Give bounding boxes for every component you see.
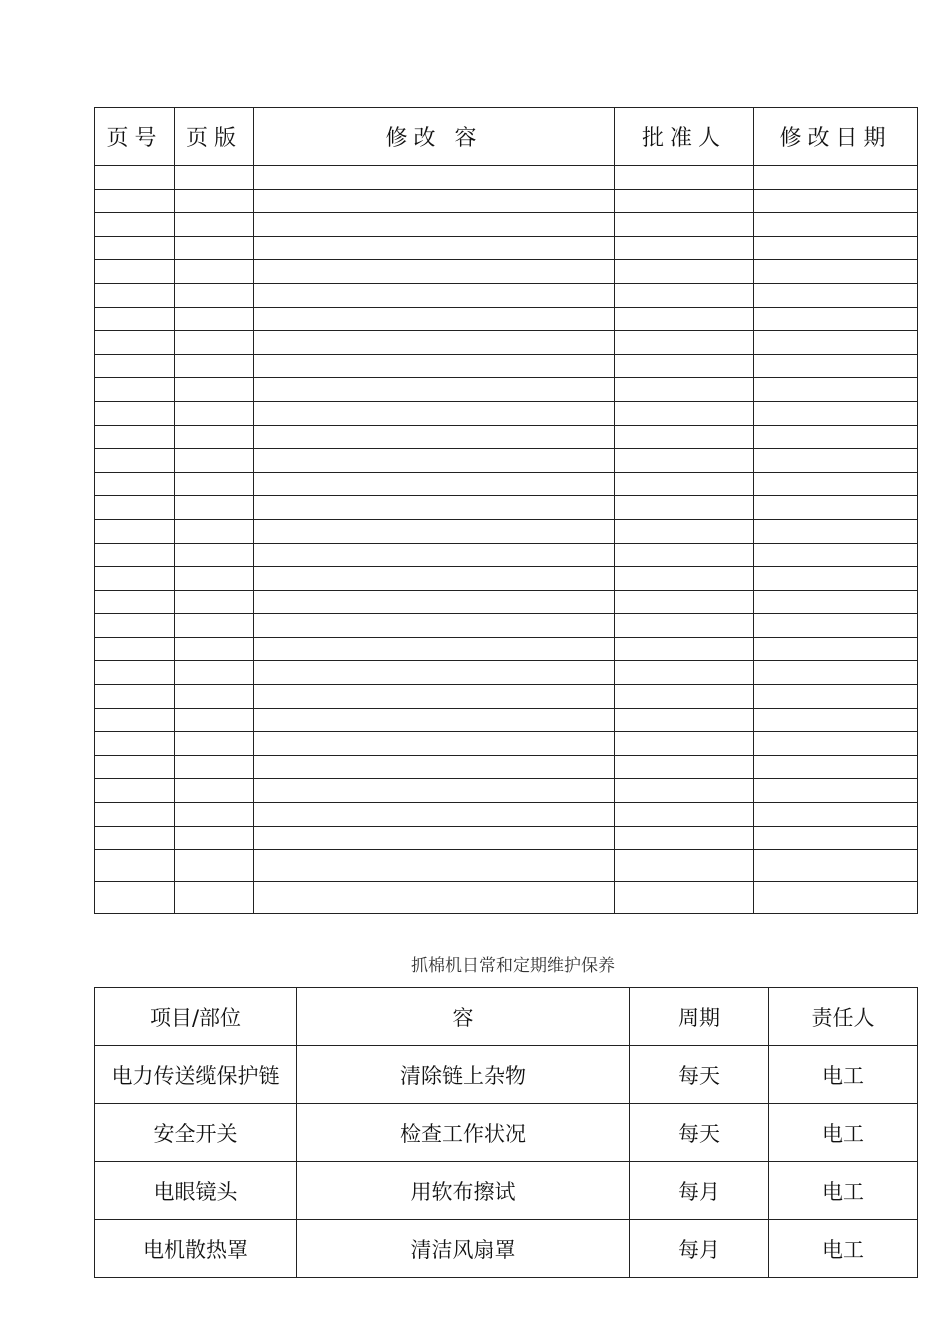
revision-cell [754,803,918,827]
revision-row [95,425,918,449]
revision-cell [254,496,615,520]
responsible-cell: 电工 [769,1162,918,1220]
revision-cell [175,378,254,402]
responsible-cell: 电工 [769,1220,918,1278]
revision-cell [175,189,254,213]
revision-cell [175,590,254,614]
header-cycle: 周期 [630,988,769,1046]
revision-row [95,283,918,307]
revision-cell [175,803,254,827]
revision-cell [254,779,615,803]
content-cell: 检查工作状况 [297,1104,630,1162]
revision-cell [615,708,754,732]
revision-cell [754,449,918,473]
revision-row [95,354,918,378]
revision-cell [615,543,754,567]
revision-row [95,401,918,425]
revision-cell [175,425,254,449]
revision-cell [175,307,254,331]
revision-cell [95,543,175,567]
revision-cell [754,850,918,882]
revision-row [95,850,918,882]
revision-cell [175,519,254,543]
revision-cell [254,543,615,567]
revision-cell [615,882,754,914]
revision-cell [95,260,175,284]
revision-cell [95,826,175,850]
revision-cell [254,567,615,591]
revision-cell [175,708,254,732]
revision-cell [95,496,175,520]
revision-cell [95,803,175,827]
revision-cell [254,213,615,237]
revision-cell [754,425,918,449]
revision-cell [254,354,615,378]
revision-cell [175,614,254,638]
revision-cell [754,882,918,914]
revision-cell [175,755,254,779]
revision-cell [175,213,254,237]
revision-cell [615,519,754,543]
revision-cell [615,283,754,307]
revision-cell [175,331,254,355]
maintenance-row [95,1046,918,1104]
revision-cell [95,850,175,882]
revision-cell [175,685,254,709]
revision-cell [615,732,754,756]
revision-cell [95,708,175,732]
revision-cell [615,567,754,591]
revision-cell [95,331,175,355]
revision-cell [95,449,175,473]
revision-cell [615,472,754,496]
responsible-cell: 电工 [769,1104,918,1162]
revision-cell [95,614,175,638]
revision-cell [175,472,254,496]
revision-cell [615,850,754,882]
revision-cell [175,283,254,307]
revision-row [95,661,918,685]
revision-row [95,236,918,260]
revision-cell [254,519,615,543]
revision-cell [175,354,254,378]
revision-cell [95,354,175,378]
revision-cell [754,685,918,709]
revision-cell [175,496,254,520]
revision-cell [254,637,615,661]
revision-cell [95,590,175,614]
revision-cell [615,166,754,190]
revision-row [95,543,918,567]
content-cell: 清除链上杂物 [297,1046,630,1104]
revision-row [95,260,918,284]
revision-cell [254,826,615,850]
header-change-date: 修改日期 [754,108,918,166]
revision-cell [95,567,175,591]
revision-cell [175,637,254,661]
revision-cell [95,472,175,496]
revision-cell [754,260,918,284]
revision-cell [175,401,254,425]
revision-row [95,189,918,213]
revision-header-row [95,108,918,166]
revision-cell [254,803,615,827]
revision-cell [615,425,754,449]
revision-row [95,826,918,850]
revision-cell [254,189,615,213]
revision-row [95,637,918,661]
revision-cell [254,166,615,190]
revision-row [95,779,918,803]
revision-cell [615,260,754,284]
revision-cell [615,213,754,237]
revision-cell [754,567,918,591]
revision-cell [615,307,754,331]
item-cell: 电眼镜头 [95,1162,297,1220]
revision-cell [175,236,254,260]
revision-cell [615,826,754,850]
cycle-cell: 每月 [630,1220,769,1278]
revision-cell [95,425,175,449]
revision-cell [615,590,754,614]
revision-cell [615,614,754,638]
revision-cell [615,496,754,520]
header-page-number: 页号 [95,108,175,166]
revision-cell [254,307,615,331]
revision-row [95,685,918,709]
header-page-version: 页版 [175,108,254,166]
header-responsible: 责任人 [769,988,918,1046]
revision-cell [754,189,918,213]
revision-cell [254,685,615,709]
revision-cell [754,755,918,779]
revision-cell [754,661,918,685]
revision-row [95,590,918,614]
revision-cell [754,166,918,190]
revision-cell [175,882,254,914]
revision-cell [754,543,918,567]
revision-cell [754,283,918,307]
revision-cell [754,732,918,756]
revision-cell [754,213,918,237]
revision-cell [615,189,754,213]
revision-cell [95,213,175,237]
revision-cell [754,307,918,331]
revision-cell [95,779,175,803]
revision-cell [754,779,918,803]
revision-row [95,449,918,473]
revision-cell [175,567,254,591]
revision-cell [95,519,175,543]
revision-cell [754,637,918,661]
revision-cell [95,166,175,190]
revision-cell [254,283,615,307]
header-item: 项目/部位 [95,988,297,1046]
maintenance-table [94,987,918,1278]
revision-row [95,378,918,402]
revision-cell [254,236,615,260]
revision-cell [754,236,918,260]
revision-cell [754,590,918,614]
revision-row [95,614,918,638]
revision-cell [95,401,175,425]
header-approver: 批准人 [615,108,754,166]
revision-cell [175,850,254,882]
revision-cell [615,401,754,425]
revision-cell [254,882,615,914]
revision-cell [615,685,754,709]
revision-row [95,708,918,732]
revision-cell [95,685,175,709]
header-content: 容 [297,988,630,1046]
revision-cell [754,519,918,543]
revision-cell [254,850,615,882]
revision-cell [95,661,175,685]
revision-row [95,519,918,543]
revision-cell [175,166,254,190]
revision-cell [254,661,615,685]
revision-body [95,166,918,914]
item-cell: 电力传送缆保护链 [95,1046,297,1104]
maintenance-body [95,1046,918,1278]
revision-cell [175,826,254,850]
revision-row [95,732,918,756]
revision-record-table [94,107,918,914]
revision-cell [254,331,615,355]
revision-cell [254,590,615,614]
revision-cell [175,449,254,473]
revision-cell [254,260,615,284]
content-cell: 清洁风扇罩 [297,1220,630,1278]
cycle-cell: 每天 [630,1104,769,1162]
revision-cell [254,378,615,402]
revision-cell [254,755,615,779]
revision-cell [95,637,175,661]
revision-cell [754,614,918,638]
revision-cell [615,661,754,685]
revision-cell [95,283,175,307]
revision-cell [95,882,175,914]
revision-row [95,567,918,591]
revision-cell [754,472,918,496]
revision-cell [175,779,254,803]
revision-cell [615,779,754,803]
responsible-cell: 电工 [769,1046,918,1104]
revision-cell [615,803,754,827]
maintenance-row [95,1104,918,1162]
revision-row [95,166,918,190]
revision-cell [254,425,615,449]
revision-cell [95,307,175,331]
revision-cell [175,543,254,567]
item-cell: 电机散热罩 [95,1220,297,1278]
revision-cell [254,472,615,496]
revision-cell [175,661,254,685]
revision-cell [254,708,615,732]
revision-cell [615,236,754,260]
cycle-cell: 每天 [630,1046,769,1104]
revision-cell [95,378,175,402]
revision-cell [175,260,254,284]
revision-row [95,882,918,914]
maintenance-title: 抓棉机日常和定期维护保养 [411,956,615,976]
revision-cell [95,236,175,260]
revision-cell [615,755,754,779]
revision-cell [754,496,918,520]
revision-row [95,213,918,237]
revision-cell [175,732,254,756]
revision-cell [254,401,615,425]
revision-cell [754,401,918,425]
revision-cell [754,378,918,402]
revision-cell [754,354,918,378]
revision-row [95,755,918,779]
revision-cell [254,614,615,638]
revision-row [95,331,918,355]
revision-row [95,472,918,496]
maintenance-row [95,1162,918,1220]
revision-cell [615,378,754,402]
header-change-content: 修改 容 [254,108,615,166]
item-cell: 安全开关 [95,1104,297,1162]
revision-cell [254,449,615,473]
revision-cell [615,354,754,378]
revision-row [95,496,918,520]
revision-cell [254,732,615,756]
revision-cell [754,826,918,850]
revision-cell [615,331,754,355]
revision-cell [95,732,175,756]
revision-cell [95,189,175,213]
cycle-cell: 每月 [630,1162,769,1220]
revision-cell [615,449,754,473]
revision-cell [95,755,175,779]
maintenance-header-row [95,988,918,1046]
maintenance-row [95,1220,918,1278]
revision-cell [615,637,754,661]
revision-cell [754,708,918,732]
revision-cell [754,331,918,355]
revision-row [95,307,918,331]
revision-row [95,803,918,827]
content-cell: 用软布擦试 [297,1162,630,1220]
